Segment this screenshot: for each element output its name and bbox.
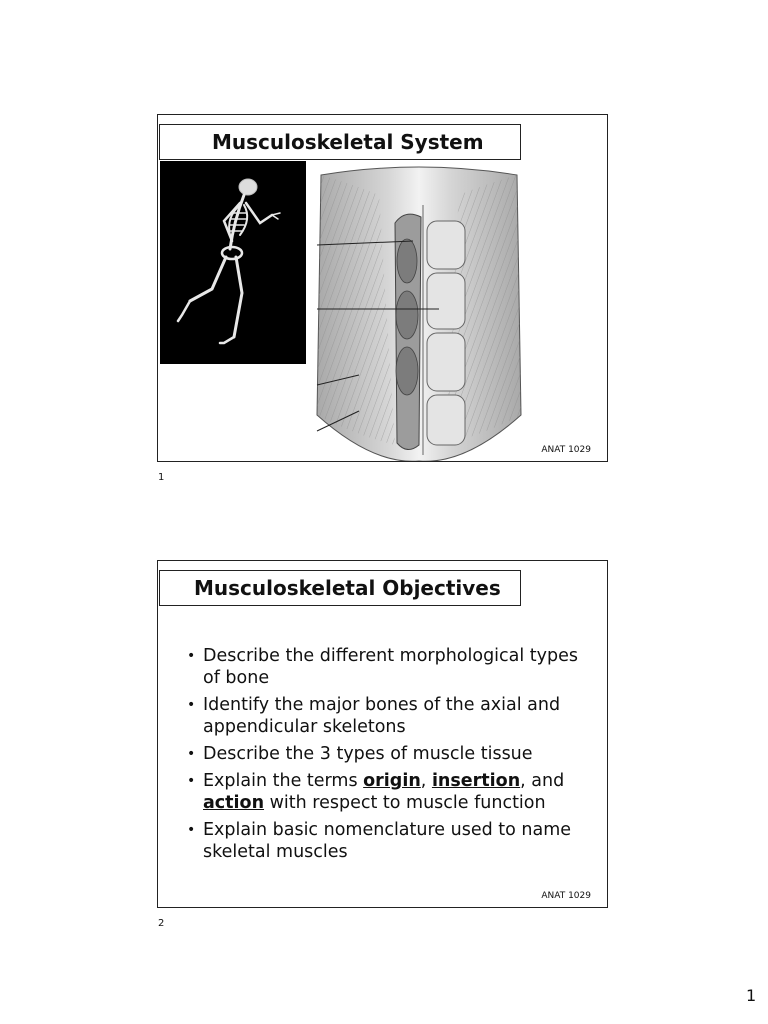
abdominal-muscles-image [315,165,523,461]
bullet-text: , and [520,771,565,791]
slide-title-text: Musculoskeletal Objectives [194,576,501,600]
list-item: • Explain basic nomenclature used to name skeletal muscles [184,819,584,863]
slide-2 [157,560,608,908]
slide-title [159,570,521,606]
slide-number: 1 [158,472,165,483]
slide-title-text: Musculoskeletal System [212,130,484,154]
slide-footer: ANAT 1029 [541,891,591,901]
muscle-illustration [315,165,523,461]
running-skeleton-image [160,161,306,364]
list-item: • Identify the major bones of the axial and appendicular skeletons [184,694,584,738]
list-item [184,770,584,814]
term-action: action [203,793,265,813]
slide-footer: ANAT 1029 [541,445,591,455]
term-origin: origin [363,771,421,791]
skeleton-illustration [160,161,306,364]
slide-1 [157,114,608,462]
objectives-list [184,645,584,868]
bullet-text: with respect to muscle function [264,793,546,813]
slide-number: 2 [158,918,165,929]
list-item: • Describe the different morphological types of bone [184,645,584,689]
bullet-text: , [420,771,432,791]
bullet-text: Explain the terms [203,771,364,791]
list-item: • Describe the 3 types of muscle tissue [184,743,584,765]
page-number: 1 [746,986,757,1005]
term-insertion: insertion [431,771,521,791]
slide-title [159,124,521,160]
